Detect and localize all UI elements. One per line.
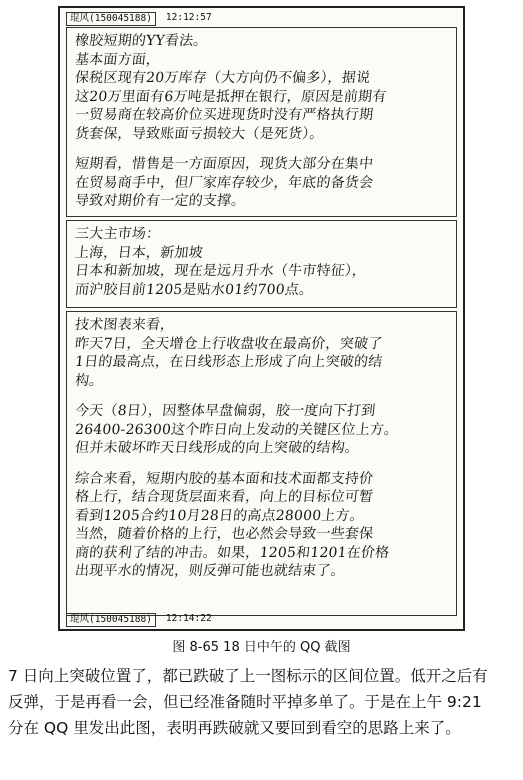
panel-line: 26400-26300这个昨日向上发动的关键区位上方。 — [74, 421, 400, 438]
panel-line: 今天（8日），因整体早盘偏弱，胶一度向下打到 — [74, 403, 377, 419]
body-line: 反弹，于是再看一会，但已经准备随时平掉多单了。于是在上午 9:21 — [8, 693, 482, 711]
qq-chat-screenshot — [58, 6, 465, 631]
panel-line: 看到1205合约10月28日的高点28000上方。 — [74, 507, 365, 524]
panel-line: 但并未破坏昨天日线形成的向上突破的结构。 — [74, 440, 360, 456]
spacer — [75, 458, 448, 470]
panel-line: 而沪胶目前1205是贴水01约700点。 — [74, 281, 315, 298]
message-header-bottom — [66, 613, 212, 627]
panel-line: 出现平水的情况，则反弹可能也就结束了。 — [74, 563, 346, 579]
message-header-top — [66, 12, 212, 26]
spacer — [75, 143, 448, 155]
body-line: 7 日向上突破位置了，都已跌破了上一图标示的区间位置。低开之后有 — [8, 667, 488, 685]
sender-name: 琨风(150045188) — [66, 613, 156, 627]
panel-line: 基本面方面， — [74, 51, 162, 68]
panel-line: 技术图表来看， — [74, 317, 176, 333]
panel-line: 日本和新加坡，现在是远月升水（牛市特征）， — [74, 263, 368, 279]
panel-line: 构。 — [74, 372, 105, 389]
panel-line: 橡胶短期的YY看法。 — [74, 33, 209, 49]
panel-line: 格上行，结合现货层面来看，向上的目标位可暂 — [74, 489, 375, 505]
panel-line: 昨天7日，全天增仓上行收盘收在最高价，突破了 — [74, 335, 384, 352]
panel-line: 一贸易商在较高价位买进现货时没有严格执行期 — [74, 107, 375, 123]
technical-panel — [66, 311, 457, 616]
panel-line: 上海，日本，新加坡 — [74, 244, 204, 261]
sender-name: 琨风(150045188) — [66, 12, 156, 26]
panel-line: 这20万里面有6万吨是抵押在银行，原因是前期有 — [74, 88, 388, 105]
panel-line: 综合来看，短期内胶的基本面和技术面都支持价 — [74, 470, 375, 487]
panel-line: 保税区现有20万库存（大方向仍不偏多），据说 — [74, 70, 372, 86]
spacer — [75, 390, 448, 402]
body-line: 分在 QQ 里发出此图，表明再跌破就又要回到看空的思路上来了。 — [8, 719, 461, 737]
panel-line: 当然，随着价格的上行，也必然会导致一些套保 — [74, 526, 375, 542]
panel-line: 在贸易商手中，但厂家库存较少，年底的备货会 — [74, 174, 375, 191]
panel-line: 1日的最高点，在日线形态上形成了向上突破的结 — [74, 354, 384, 370]
message-time: 12:12:57 — [165, 12, 212, 23]
message-time: 12:14:22 — [165, 613, 212, 624]
fundamentals-panel — [66, 27, 457, 217]
panel-line: 货套保，导致账面亏损较大（是死货）。 — [74, 125, 325, 142]
panel-line: 商的获利了结的冲击。如果，1205和1201在价格 — [74, 544, 391, 561]
panel-line: 导致对期价有一定的支撑。 — [74, 193, 247, 209]
body-paragraph — [8, 663, 518, 741]
markets-panel — [66, 220, 457, 308]
panel-line: 短期看，惜售是一方面原因，现货大部分在集中 — [74, 156, 375, 172]
panel-line: 三大主市场： — [74, 226, 162, 242]
figure-caption: 图 8-65 18 日中午的 QQ 截图 — [172, 640, 351, 655]
